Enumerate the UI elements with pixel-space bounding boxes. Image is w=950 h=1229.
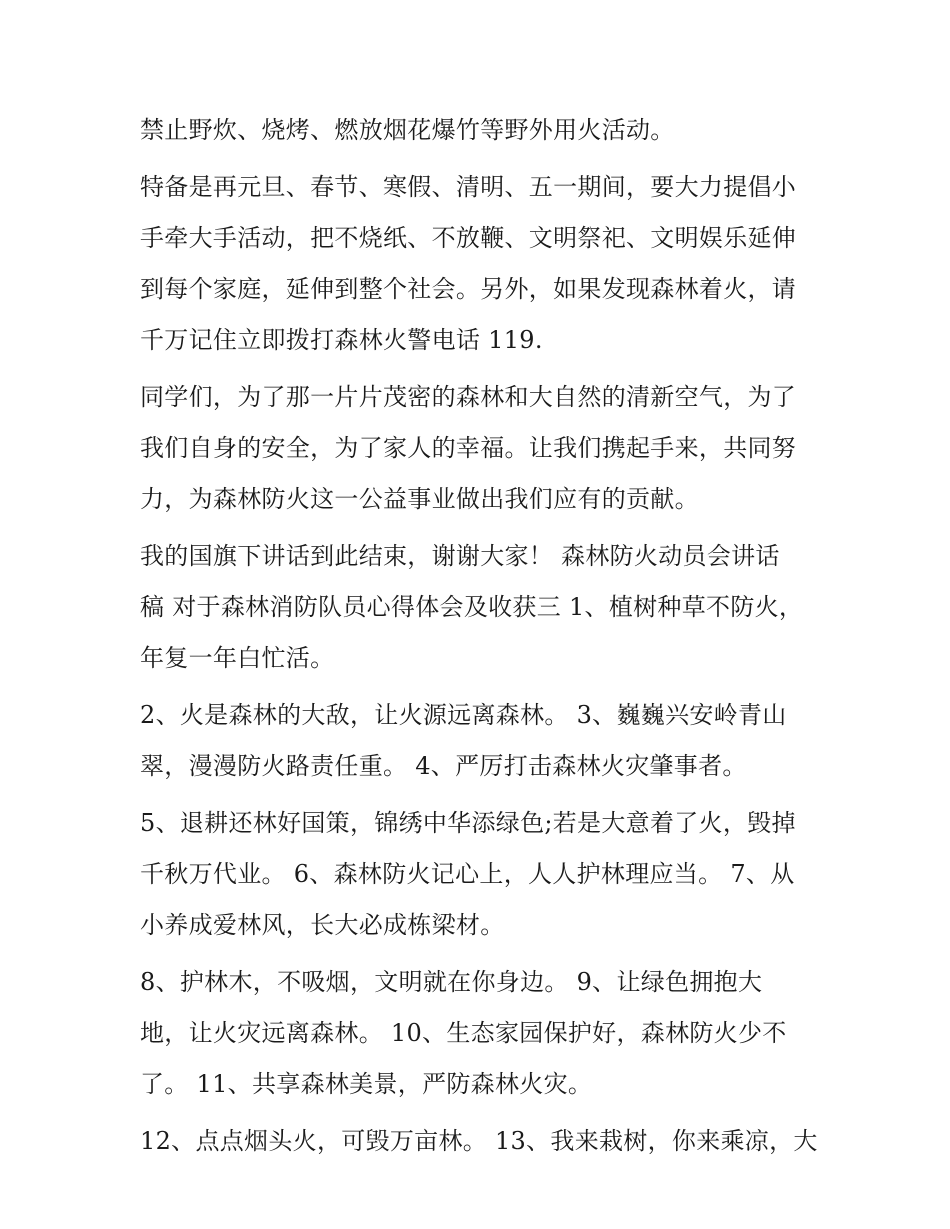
- text-line: 我的国旗下讲话到此结束，谢谢大家！ 森林防火动员会讲话: [140, 542, 780, 570]
- text-line: 手牵大手活动，把不烧纸、不放鞭、文明祭祀、文明娱乐延伸: [140, 224, 797, 252]
- text-line: 小养成爱林风，长大必成栋梁材。: [140, 911, 505, 939]
- text-line: 翠，漫漫防火路责任重。 4、严厉打击森林火灾肇事者。: [140, 752, 747, 780]
- text-line: 年复一年白忙活。: [140, 644, 335, 672]
- text-line: 5、退耕还林好国策，锦绣中华添绿色;若是大意着了火，毁掉: [140, 809, 796, 837]
- text-line: 8、护林木，不吸烟，文明就在你身边。 9、让绿色拥抱大: [140, 968, 763, 996]
- document-body: [140, 105, 820, 1167]
- text-line: 了。 11、共享森林美景，严防森林火灾。: [140, 1070, 593, 1098]
- text-line: 我们自身的安全，为了家人的幸福。让我们携起手来，共同努: [140, 434, 797, 462]
- text-line: 力，为森林防火这一公益事业做出我们应有的贡献。: [140, 485, 699, 513]
- text-line: 千秋万代业。 6、森林防火记心上，人人护林理应当。 7、从: [140, 860, 795, 888]
- text-line: 2、火是森林的大敌，让火源远离森林。 3、巍巍兴安岭青山: [140, 701, 787, 729]
- text-line: 到每个家庭，延伸到整个社会。另外，如果发现森林着火，请: [140, 275, 797, 303]
- text-line: 同学们，为了那一片片茂密的森林和大自然的清新空气，为了: [140, 383, 797, 411]
- text-line: 地，让火灾远离森林。 10、生态家园保护好，森林防火少不: [140, 1019, 787, 1047]
- text-line: 特备是再元旦、春节、寒假、清明、五一期间，要大力提倡小: [140, 173, 797, 201]
- text-line: 千万记住立即拨打森林火警电话 119.: [140, 326, 543, 354]
- text-line: 12、点点烟头火，可毁万亩林。 13、我来栽树，你来乘凉，大: [140, 1127, 818, 1155]
- text-line: 禁止野炊、烧烤、燃放烟花爆竹等野外用火活动。: [140, 116, 675, 144]
- text-line: 稿 对于森林消防队员心得体会及收获三 1、植树种草不防火，: [140, 593, 804, 621]
